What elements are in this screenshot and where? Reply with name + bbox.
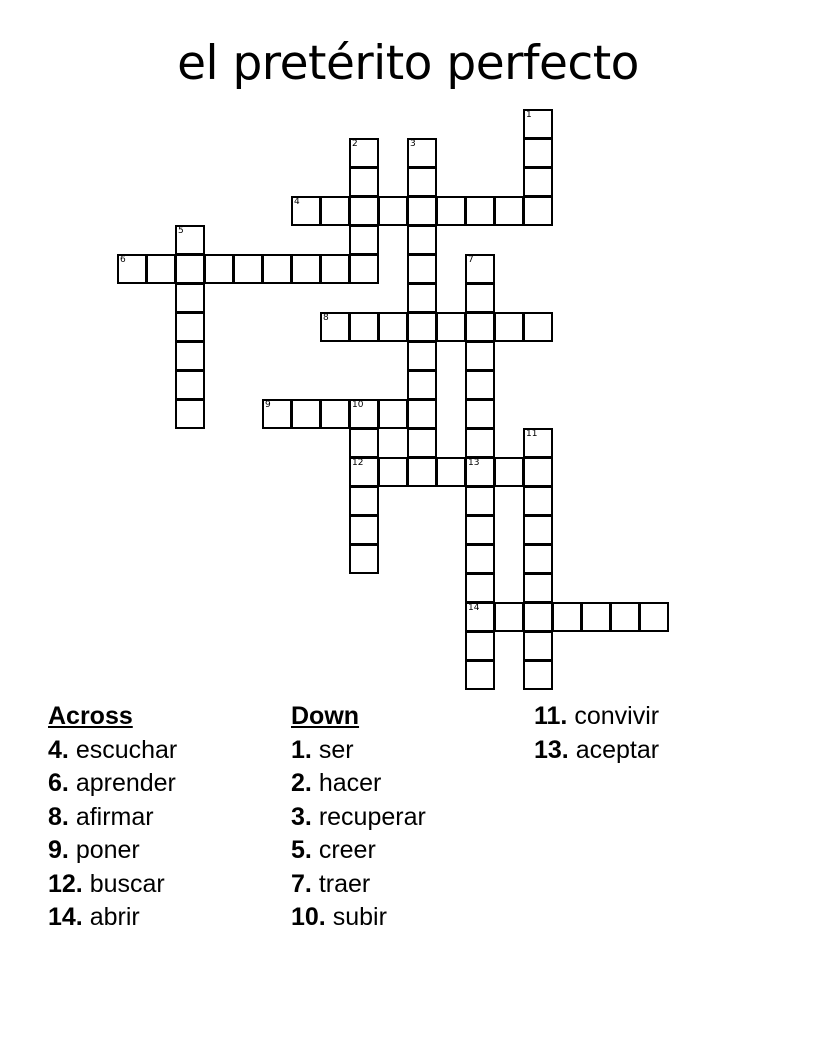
grid-cell[interactable] <box>262 254 292 284</box>
grid-cell[interactable] <box>465 312 495 342</box>
grid-cell[interactable] <box>465 399 495 429</box>
clue-down <box>291 834 426 868</box>
cell-number: 3 <box>410 139 416 149</box>
clue-across <box>48 801 177 835</box>
clue-text: convivir <box>574 702 660 730</box>
cell-number: 12 <box>352 458 364 468</box>
clue-number: 3. <box>291 802 312 831</box>
grid-cell[interactable] <box>523 515 553 545</box>
clue-number: 12. <box>48 869 83 898</box>
clue-across <box>48 767 177 801</box>
grid-cell[interactable] <box>407 341 437 371</box>
grid-cell[interactable] <box>494 312 524 342</box>
grid-cell[interactable] <box>436 196 466 226</box>
cell-number: 7 <box>468 255 474 265</box>
grid-cell[interactable] <box>407 167 437 197</box>
grid-cell[interactable] <box>320 399 350 429</box>
clue-text: ser <box>318 735 354 764</box>
grid-cell[interactable] <box>349 225 379 255</box>
grid-cell[interactable] <box>407 312 437 342</box>
grid-cell[interactable] <box>378 312 408 342</box>
page-title: el pretérito perfecto <box>177 36 639 91</box>
grid-cell[interactable] <box>378 399 408 429</box>
clue-text: creer <box>318 836 376 864</box>
grid-cell[interactable] <box>204 254 234 284</box>
grid-cell[interactable] <box>378 196 408 226</box>
clue-text: traer <box>318 869 371 898</box>
grid-cell[interactable] <box>175 341 205 371</box>
cell-number: 5 <box>178 226 184 236</box>
grid-cell[interactable] <box>494 457 524 487</box>
grid-cell[interactable] <box>407 196 437 226</box>
clue-number: 2. <box>291 769 312 797</box>
grid-cell[interactable] <box>465 457 495 487</box>
grid-cell[interactable] <box>320 312 350 342</box>
cell-number: 9 <box>265 400 271 410</box>
clue-down <box>291 901 426 935</box>
cell-number: 14 <box>468 603 480 613</box>
grid-cell[interactable] <box>465 631 495 661</box>
cell-number: 11 <box>526 429 538 439</box>
grid-cell[interactable] <box>523 631 553 661</box>
clue-down <box>291 868 426 902</box>
grid-cell[interactable] <box>523 544 553 574</box>
grid-cell[interactable] <box>175 283 205 313</box>
clue-number: 11. <box>534 702 568 730</box>
down-clues-continued <box>534 700 659 767</box>
grid-cell[interactable] <box>175 225 205 255</box>
grid-cell[interactable] <box>407 138 437 168</box>
grid-cell[interactable] <box>523 457 553 487</box>
grid-cell[interactable] <box>407 254 437 284</box>
grid-cell[interactable] <box>465 254 495 284</box>
grid-cell[interactable] <box>349 312 379 342</box>
grid-cell[interactable] <box>465 196 495 226</box>
down-heading: Down <box>291 702 360 730</box>
grid-cell[interactable] <box>349 457 379 487</box>
grid-cell[interactable] <box>291 399 321 429</box>
grid-cell[interactable] <box>349 399 379 429</box>
grid-cell[interactable] <box>465 428 495 458</box>
grid-cell[interactable] <box>349 196 379 226</box>
clue-down <box>534 734 659 768</box>
grid-cell[interactable] <box>523 109 553 139</box>
clue-number: 10. <box>291 903 326 931</box>
grid-cell[interactable] <box>349 515 379 545</box>
grid-cell[interactable] <box>349 486 379 516</box>
clue-across <box>48 734 177 768</box>
clue-down <box>291 801 426 835</box>
grid-cell[interactable] <box>175 399 205 429</box>
cell-number: 10 <box>352 400 364 410</box>
grid-cell[interactable] <box>349 167 379 197</box>
grid-cell[interactable] <box>378 457 408 487</box>
clue-number: 4. <box>48 735 69 764</box>
grid-cell[interactable] <box>407 457 437 487</box>
grid-cell[interactable] <box>407 283 437 313</box>
clue-number: 13. <box>534 735 569 764</box>
grid-cell[interactable] <box>494 196 524 226</box>
clue-number: 14. <box>48 903 83 931</box>
cell-number: 1 <box>526 110 532 120</box>
down-clues <box>291 700 426 935</box>
grid-cell[interactable] <box>465 660 495 690</box>
grid-cell[interactable] <box>523 196 553 226</box>
clue-text: afirmar <box>75 802 154 831</box>
across-clues <box>48 700 177 935</box>
cell-number: 4 <box>294 197 300 207</box>
grid-cell[interactable] <box>407 428 437 458</box>
grid-cell[interactable] <box>523 660 553 690</box>
cell-number: 2 <box>352 139 358 149</box>
cell-number: 6 <box>120 255 126 265</box>
clue-number: 9. <box>48 836 69 864</box>
grid-cell[interactable] <box>465 370 495 400</box>
grid-cell[interactable] <box>436 457 466 487</box>
grid-cell[interactable] <box>465 544 495 574</box>
grid-cell[interactable] <box>175 370 205 400</box>
grid-cell[interactable] <box>523 602 553 632</box>
grid-cell[interactable] <box>117 254 147 284</box>
grid-cell[interactable] <box>465 602 495 632</box>
clue-number: 7. <box>291 869 312 898</box>
grid-cell[interactable] <box>262 399 292 429</box>
clue-across <box>48 834 177 868</box>
clue-number: 1. <box>291 735 312 764</box>
grid-cell[interactable] <box>639 602 669 632</box>
grid-cell[interactable] <box>349 138 379 168</box>
grid-cell[interactable] <box>494 602 524 632</box>
clue-text: recuperar <box>318 802 426 831</box>
grid-cell[interactable] <box>407 370 437 400</box>
clue-number: 5. <box>291 836 312 864</box>
grid-cell[interactable] <box>320 254 350 284</box>
grid-cell[interactable] <box>465 515 495 545</box>
grid-cell[interactable] <box>552 602 582 632</box>
across-heading: Across <box>48 702 133 730</box>
grid-cell[interactable] <box>349 544 379 574</box>
clue-text: escuchar <box>75 735 178 764</box>
grid-cell[interactable] <box>523 138 553 168</box>
clue-across <box>48 868 177 902</box>
grid-cell[interactable] <box>610 602 640 632</box>
clue-number: 8. <box>48 802 69 831</box>
clue-text: subir <box>332 903 387 931</box>
grid-cell[interactable] <box>523 312 553 342</box>
clue-down <box>291 767 426 801</box>
grid-cell[interactable] <box>523 486 553 516</box>
clue-down <box>291 734 426 768</box>
grid-cell[interactable] <box>407 225 437 255</box>
grid-cell[interactable] <box>349 254 379 284</box>
clue-down <box>534 700 659 734</box>
grid-cell[interactable] <box>146 254 176 284</box>
grid-cell[interactable] <box>523 573 553 603</box>
grid-cell[interactable] <box>291 254 321 284</box>
grid-cell[interactable] <box>175 254 205 284</box>
clue-text: aprender <box>75 769 176 797</box>
cell-number: 8 <box>323 313 329 323</box>
clue-across <box>48 901 177 935</box>
clue-text: hacer <box>318 769 382 797</box>
grid-cell[interactable] <box>523 167 553 197</box>
grid-cell[interactable] <box>465 486 495 516</box>
grid-cell[interactable] <box>523 428 553 458</box>
clue-text: aceptar <box>575 735 660 764</box>
grid-cell[interactable] <box>436 312 466 342</box>
grid-cell[interactable] <box>175 312 205 342</box>
grid-cell[interactable] <box>320 196 350 226</box>
grid-cell[interactable] <box>291 196 321 226</box>
grid-cell[interactable] <box>465 573 495 603</box>
clue-text: poner <box>75 836 140 864</box>
grid-cell[interactable] <box>581 602 611 632</box>
clue-number: 6. <box>48 769 69 797</box>
grid-cell[interactable] <box>465 283 495 313</box>
grid-cell[interactable] <box>465 341 495 371</box>
grid-cell[interactable] <box>407 399 437 429</box>
grid-cell[interactable] <box>233 254 263 284</box>
clue-text: buscar <box>89 869 165 898</box>
clue-text: abrir <box>89 903 140 931</box>
cell-number: 13 <box>468 458 480 468</box>
grid-cell[interactable] <box>349 428 379 458</box>
